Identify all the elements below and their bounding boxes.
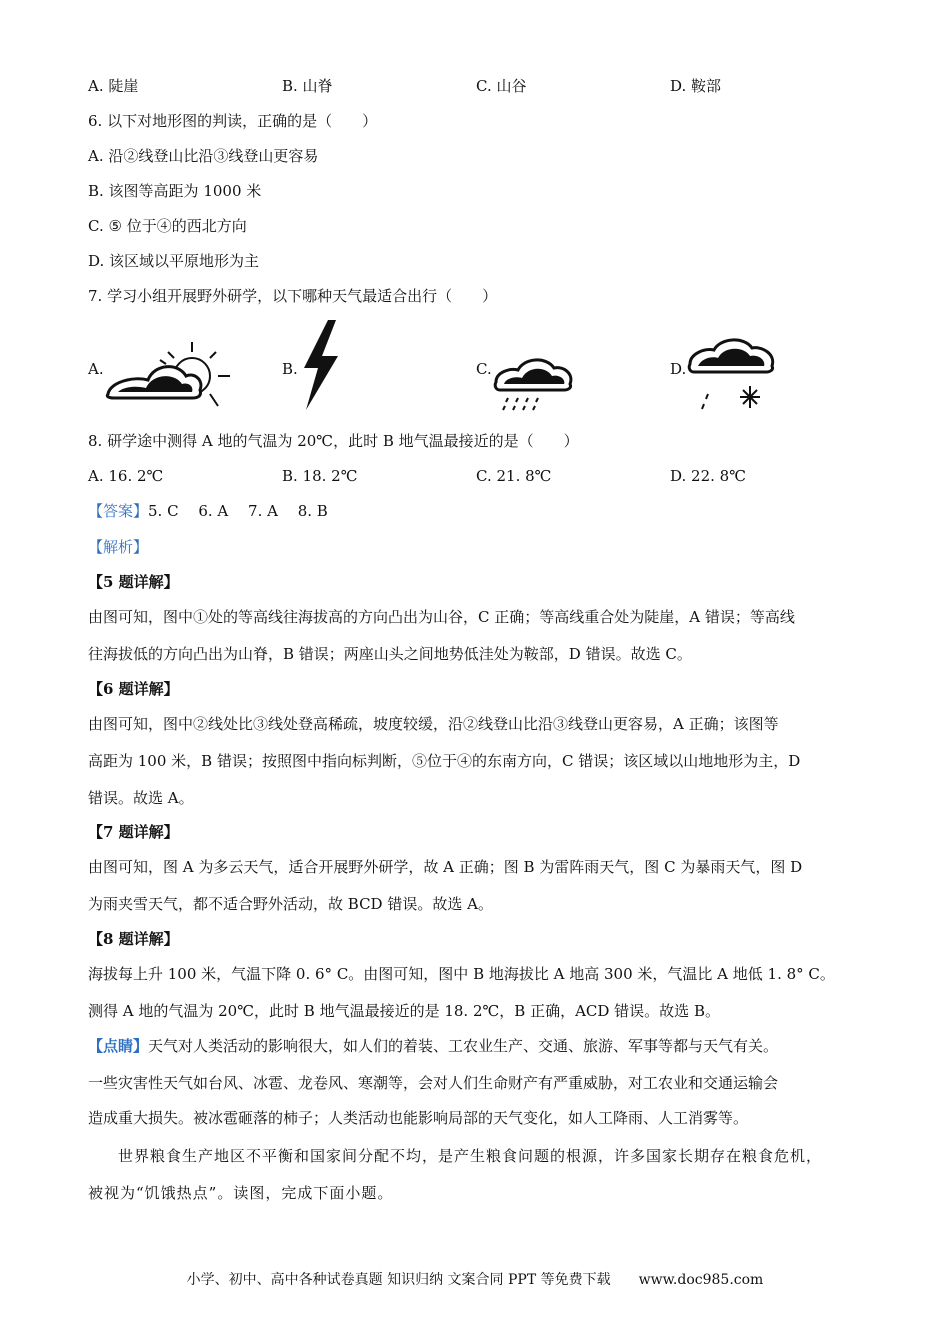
- rain-icon: [492, 354, 577, 414]
- option-a: A.: [88, 360, 104, 378]
- option-a: A. 16. 2℃: [88, 467, 164, 485]
- intro-line: 世界粮食生产地区不平衡和国家间分配不均，是产生粮食问题的根源，许多国家长期存在粮食危机，: [118, 1147, 823, 1165]
- option-c: C. 山谷: [476, 77, 527, 95]
- answer-line: [88, 501, 328, 521]
- lightning-icon: [298, 318, 344, 413]
- option-d: D. 鞍部: [670, 77, 722, 95]
- detail-6-line: 高距为 100 米，B 错误；按照图中指向标判断，⑤位于④的东南方向，C 错误；该区域以山地地形为主，D: [88, 752, 801, 770]
- detail-6-title: 【6 题详解】: [88, 680, 179, 698]
- detail-8-line: 测得 A 地的气温为 20℃，此时 B 地气温最接近的是 18. 2℃，B 正确，ACD 错误。故选 B。: [88, 1002, 720, 1020]
- detail-6-line: 由图可知，图中②线处比③线处登高稀疏，坡度较缓，沿②线登山比沿③线登山更容易，A 正确；该图等: [88, 715, 779, 733]
- detail-6-line: 错误。故选 A。: [88, 789, 194, 807]
- tip-line: 一些灾害性天气如台风、冰雹、龙卷风、寒潮等，会对人们生命财产有严重威胁，对工农业和交通运输会: [88, 1074, 779, 1092]
- answer-label: 【答案】: [88, 502, 149, 520]
- detail-8-title: 【8 题详解】: [88, 930, 179, 948]
- option-a: A. 陡崖: [88, 77, 139, 95]
- detail-5-title: 【5 题详解】: [88, 573, 179, 591]
- detail-7-line: 为雨夹雪天气，都不适合野外活动，故 BCD 错误。故选 A。: [88, 895, 493, 913]
- detail-5-line: 往海拔低的方向凸出为山脊，B 错误；两座山头之间地势低洼处为鞍部，D 错误。故选 C。: [88, 645, 692, 663]
- option-c: C. 21. 8℃: [476, 467, 552, 485]
- answer-text: 5. C 6. A 7. A 8. B: [148, 502, 328, 520]
- option-b: B. 18. 2℃: [282, 467, 358, 485]
- sleet-icon: [686, 336, 781, 414]
- question-8-stem: 8. 研学途中测得 A 地的气温为 20℃，此时 B 地气温最接近的是（ ）: [88, 432, 579, 450]
- page-footer: 小学、初中、高中各种试卷真题 知识归纳 文案合同 PPT 等免费下载 www.doc985.com: [186, 1272, 764, 1288]
- option-b: B. 山脊: [282, 77, 333, 95]
- tip-text: 天气对人类活动的影响很大，如人们的着装、工农业生产、交通、旅游、军事等都与天气有关。: [148, 1037, 779, 1055]
- intro-line: 被视为“饥饿热点”。读图，完成下面小题。: [88, 1184, 394, 1202]
- option-d: D. 该区域以平原地形为主: [88, 252, 260, 270]
- tip-line: [88, 1036, 778, 1056]
- option-d: D. 22. 8℃: [670, 467, 746, 485]
- question-6-stem: 6. 以下对地形图的判读，正确的是（ ）: [88, 112, 378, 130]
- option-b: B. 该图等高距为 1000 米: [88, 182, 262, 200]
- tip-label: 【点睛】: [88, 1037, 149, 1055]
- tip-line: 造成重大损失。被冰雹砸落的柿子；人类活动也能影响局部的天气变化，如人工降雨、人工消雾等。: [88, 1109, 749, 1127]
- detail-7-title: 【7 题详解】: [88, 823, 179, 841]
- option-c: C.: [476, 360, 492, 378]
- detail-7-line: 由图可知，图 A 为多云天气，适合开展野外研学，故 A 正确；图 B 为雷阵雨天气，图 C 为暴雨天气，图 D: [88, 858, 803, 876]
- option-d: D.: [670, 360, 687, 378]
- detail-8-line: 海拔每上升 100 米，气温下降 0. 6° C。由图可知，图中 B 地海拔比 A 地高 300 米，气温比 A 地低 1. 8° C。: [88, 965, 835, 983]
- option-a: A. 沿②线登山比沿③线登山更容易: [88, 147, 319, 165]
- option-c: C. ⑤ 位于④的西北方向: [88, 217, 247, 235]
- question-7-stem: 7. 学习小组开展野外研学，以下哪种天气最适合出行（ ）: [88, 287, 498, 305]
- partly-cloudy-icon: [104, 336, 234, 411]
- option-b: B.: [282, 360, 298, 378]
- analysis-label: 【解析】: [88, 538, 149, 556]
- detail-5-line: 由图可知，图中①处的等高线往海拔高的方向凸出为山谷，C 正确；等高线重合处为陡崖，A 错误；等高线: [88, 608, 795, 626]
